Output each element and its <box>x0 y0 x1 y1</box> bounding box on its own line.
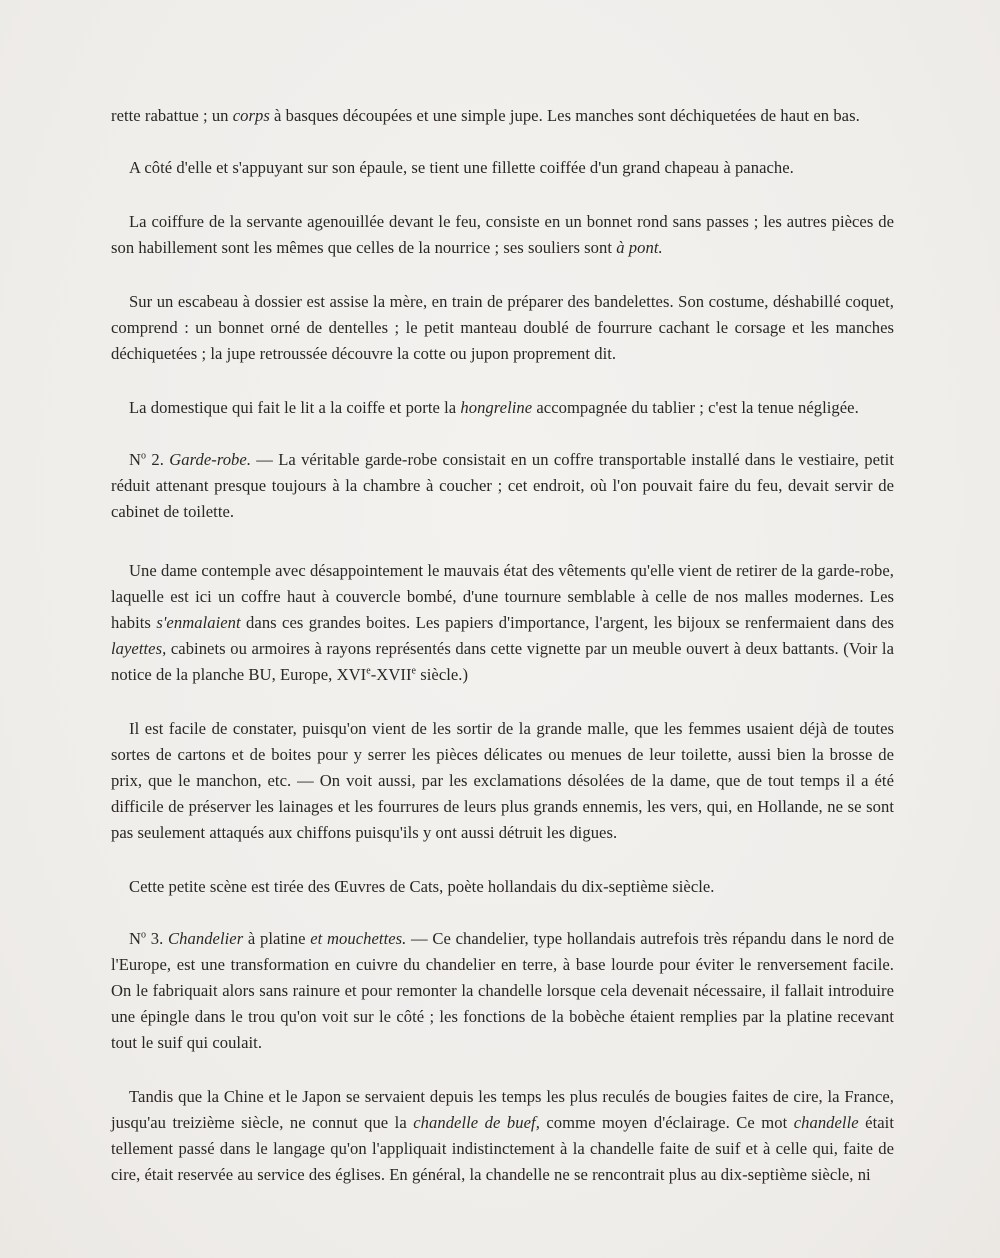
superscript-text: e <box>411 665 417 677</box>
text-run: La coiffure de la servante agenouillée devant le feu, consiste en un bonnet rond sans passes ; les autres pièces de son habillement sont les mêmes que celles de la nourrice ; ses souliers sont <box>111 212 894 257</box>
paragraph-1 <box>111 103 894 129</box>
paragraph-3 <box>111 209 894 261</box>
paragraph-5 <box>111 395 894 421</box>
italic-text: chandelle de buef, <box>413 1113 540 1132</box>
text-run: Une dame contemple avec désappointement le mauvais état des vêtements qu'elle vient de retirer de la garde-robe, laquelle est ici un coffre haut à couvercle bombé, d'une tournure semblable à celle de nos malles modernes. Les habits <box>111 561 894 632</box>
text-run: N <box>129 450 142 469</box>
italic-text: Garde-robe. <box>169 450 252 469</box>
italic-text: s'enmalaient <box>156 613 241 632</box>
text-run: — La véritable garde-robe consistait en un coffre transportable installé dans le vestiaire, petit réduit attenant presque toujours à la chambre à coucher ; cet endroit, où l'on pouvait faire du feu, devait servir de cabinet de toilette. <box>111 450 894 521</box>
italic-text: hongreline <box>460 398 533 417</box>
text-run: dans ces grandes boites. Les papiers d'importance, l'argent, les bijoux se renfermaient dans des <box>240 613 894 632</box>
superscript-text: o <box>141 450 147 462</box>
text-run: Cette petite scène est tirée des Œuvres de Cats, poète hollandais du dix-septième siècle. <box>129 877 715 896</box>
text-run: était tellement passé dans le langage qu'on l'appliquait indistinctement à la chandelle faite de suif et à celle qui, faite de cire, était reservée au service des églises. En général, la chandelle ne se rencontrait plus au dix-septième siècle, ni <box>111 1113 894 1184</box>
text-run: comme moyen d'éclairage. Ce mot <box>539 1113 794 1132</box>
text-run: — Ce chandelier, type hollandais autrefois très répandu dans le nord de l'Europe, est une transformation en cuivre du chandelier en terre, à base lourde pour éviter le renversement facile. On le fabriquait alors sans rainure et pour remonter la chandelle lorsque cela devenait nécessaire, il fallait introduire une épingle dans le trou qu'on voit sur le côté ; les fonctions de la bobèche étaient remplies par la platine recevant tout le suif qui coulait. <box>111 929 894 1052</box>
text-run: 3. <box>146 929 169 948</box>
paragraph-7 <box>111 558 894 688</box>
text-run: 2. <box>146 450 170 469</box>
paragraph-6 <box>111 447 894 525</box>
text-run: N <box>129 929 142 948</box>
italic-text: à pont. <box>616 238 663 257</box>
paragraph-10 <box>111 926 894 1056</box>
text-run: à basques découpées et une simple jupe. Les manches sont déchiquetées de haut en bas. <box>269 106 860 125</box>
text-run: siècle.) <box>416 665 469 684</box>
text-run: -XVII <box>370 665 412 684</box>
paragraph-9 <box>111 874 894 900</box>
paragraph-8 <box>111 716 894 846</box>
italic-text: et mouchettes. <box>310 929 407 948</box>
text-run: accompagnée du tablier ; c'est la tenue négligée. <box>532 398 859 417</box>
italic-text: chandelle <box>793 1113 859 1132</box>
paragraph-11 <box>111 1084 894 1188</box>
body-text <box>111 103 894 1216</box>
text-run: Tandis que la Chine et le Japon se servaient depuis les temps les plus reculés de bougies faites de cire, la France, jusqu'au treizième siècle, ne connut que la <box>111 1087 894 1132</box>
superscript-text: e <box>366 665 371 677</box>
text-run: Il est facile de constater, puisqu'on vient de les sortir de la grande malle, que les femmes usaient déjà de toutes sortes de cartons et de boites pour y serrer les pièces délicates ou menues de leur toilette, aussi bien la brosse de prix, que le manchon, etc. — On voit aussi, par les exclamations désolées de la dame, que de tout temps il a été difficile de préserver les lainages et les fourrures de leurs plus grands ennemis, les vers, qui, en Hollande, ne se sont pas seulement attaqués aux chiffons puisqu'ils y ont aussi détruit les digues. <box>111 719 894 842</box>
paragraph-2 <box>111 155 894 181</box>
text-run: rette rabattue ; un <box>111 106 233 125</box>
text-run: cabinets ou armoires à rayons représentés dans cette vignette par un meuble ouvert à deux battants. (Voir la notice de la planche BU, Europe, XVI <box>111 639 894 684</box>
italic-text: Chandelier <box>168 929 244 948</box>
text-run: à platine <box>243 929 311 948</box>
superscript-text: o <box>141 929 147 941</box>
paragraph-4 <box>111 289 894 367</box>
text-run: La domestique qui fait le lit a la coiffe et porte la <box>129 398 461 417</box>
italic-text: corps <box>232 106 270 125</box>
italic-text: layettes, <box>111 639 167 658</box>
text-run: A côté d'elle et s'appuyant sur son épaule, se tient une fillette coiffée d'un grand chapeau à panache. <box>129 158 794 177</box>
text-run: Sur un escabeau à dossier est assise la mère, en train de préparer des bandelettes. Son costume, déshabillé coquet, comprend : un bonnet orné de dentelles ; le petit manteau doublé de fourrure cachant le corsage et les manches déchiquetées ; la jupe retroussée découvre la cotte ou jupon proprement dit. <box>111 292 894 363</box>
